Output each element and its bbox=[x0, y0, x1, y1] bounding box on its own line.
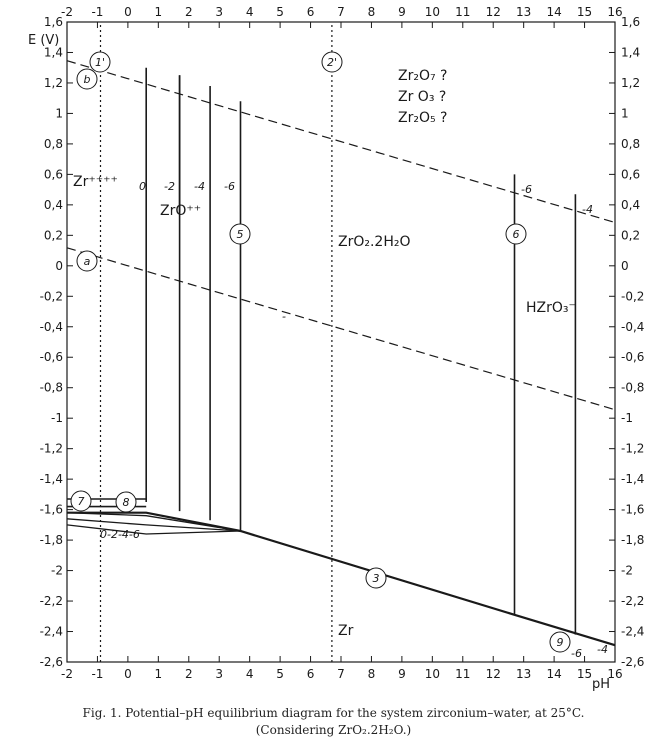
svg-text:7: 7 bbox=[77, 495, 85, 508]
x-tick-label-bottom: 6 bbox=[306, 667, 315, 681]
y-tick-label-right: -1,6 bbox=[621, 502, 645, 517]
y-tick-label-left: -1,8 bbox=[39, 533, 63, 548]
x-tick-label-bottom: 15 bbox=[576, 667, 593, 681]
svg-text:3: 3 bbox=[372, 572, 380, 585]
x-tick-label-top: 2 bbox=[184, 5, 193, 19]
x-tick-label-top: 1 bbox=[154, 5, 163, 19]
y-tick-label-left: -1 bbox=[51, 411, 63, 426]
y-tick-label-left: 0,2 bbox=[43, 228, 63, 243]
x-tick-label-bottom: 2 bbox=[184, 667, 193, 681]
y-tick-label-right: 0,8 bbox=[621, 136, 641, 151]
svg-text:6: 6 bbox=[512, 228, 520, 241]
y-tick-label-left: 1 bbox=[55, 106, 63, 121]
svg-text:5: 5 bbox=[236, 228, 244, 241]
y-tick-label-right: 1 bbox=[621, 106, 629, 121]
y-tick-label-right: -0,8 bbox=[621, 380, 645, 395]
conc-label-h6: -6 bbox=[521, 183, 532, 196]
axis-tick-labels bbox=[40, 5, 645, 681]
y-tick-label-left: -2,2 bbox=[39, 594, 63, 609]
axis-ticks bbox=[67, 22, 615, 662]
y-tick-label-right: -1,8 bbox=[621, 533, 645, 548]
x-tick-label-top: 9 bbox=[398, 5, 406, 19]
y-tick-label-left: -0,4 bbox=[39, 319, 63, 334]
y-tick-label-left: -2,4 bbox=[39, 624, 63, 639]
x-tick-label-top: -1 bbox=[91, 5, 104, 19]
conc-label-0: 0 bbox=[139, 180, 146, 193]
y-tick-label-left: -2,6 bbox=[39, 655, 63, 669]
conc-label-m4: -4 bbox=[194, 180, 205, 193]
line-b bbox=[67, 61, 615, 223]
y-axis-title: E (V) bbox=[28, 33, 60, 48]
region-label-hzro3: HZrO₃⁻ bbox=[526, 300, 576, 316]
x-tick-label-top: 15 bbox=[576, 5, 593, 19]
marker-b bbox=[77, 69, 97, 89]
y-tick-label-right: 0,6 bbox=[621, 167, 641, 182]
figure-caption: Fig. 1. Potential–pH equilibrium diagram for the system zirconium–water, at 25°C. bbox=[82, 706, 585, 720]
x-tick-label-top: 14 bbox=[546, 5, 562, 19]
x-tick-label-top: 11 bbox=[455, 5, 471, 19]
y-tick-label-right: -1,2 bbox=[621, 441, 645, 456]
x-tick-label-bottom: 14 bbox=[546, 667, 562, 681]
svg-text:2': 2' bbox=[326, 56, 338, 69]
x-tick-label-bottom: 13 bbox=[516, 667, 532, 681]
x-tick-label-bottom: 16 bbox=[607, 667, 623, 681]
y-tick-label-left: -1,6 bbox=[39, 502, 63, 517]
x-tick-label-top: 4 bbox=[245, 5, 254, 19]
y-tick-label-left: -0,8 bbox=[39, 380, 63, 395]
x-tick-label-bottom: 3 bbox=[215, 667, 224, 681]
question-label-3: Zr₂O₅ ? bbox=[398, 110, 448, 126]
x-tick-label-bottom: 9 bbox=[398, 667, 406, 681]
y-tick-label-left: 1,4 bbox=[43, 45, 63, 60]
y-tick-label-left: 1,6 bbox=[43, 15, 63, 29]
x-tick-label-bottom: 10 bbox=[424, 667, 440, 681]
y-tick-label-right: -2 bbox=[621, 563, 633, 578]
y-tick-label-left: 1,2 bbox=[43, 75, 63, 90]
y-tick-label-right: 0,4 bbox=[621, 197, 641, 212]
x-tick-label-top: -2 bbox=[61, 5, 73, 19]
marker-a bbox=[77, 251, 97, 271]
y-tick-label-right: 1,6 bbox=[621, 15, 641, 29]
conc-label-h4: -4 bbox=[582, 203, 593, 216]
y-tick-label-right: -0,6 bbox=[621, 350, 645, 365]
svg-text:a: a bbox=[83, 255, 91, 268]
line-a bbox=[67, 248, 615, 410]
y-tick-label-right: 1,2 bbox=[621, 75, 641, 90]
figure-caption-sub: (Considering ZrO₂.2H₂O.) bbox=[255, 723, 412, 737]
x-tick-label-top: 16 bbox=[607, 5, 623, 19]
x-tick-label-top: 6 bbox=[306, 5, 315, 19]
x-tick-label-top: 3 bbox=[215, 5, 224, 19]
marker-1prime bbox=[90, 52, 110, 72]
region-label-zro: ZrO⁺⁺ bbox=[160, 203, 202, 219]
svg-text:9: 9 bbox=[556, 636, 564, 649]
y-tick-label-left: -1,2 bbox=[39, 441, 63, 456]
x-tick-label-bottom: 4 bbox=[245, 667, 254, 681]
x-tick-label-top: 10 bbox=[424, 5, 440, 19]
x-tick-label-top: 12 bbox=[485, 5, 501, 19]
diagram-lines bbox=[67, 22, 615, 662]
y-tick-label-right: -2,6 bbox=[621, 655, 645, 669]
y-tick-label-left: -0,2 bbox=[39, 289, 63, 304]
x-tick-label-bottom: -2 bbox=[61, 667, 73, 681]
marker-6 bbox=[506, 224, 526, 244]
y-tick-label-right: 0 bbox=[621, 258, 629, 273]
x-tick-label-top: 5 bbox=[276, 5, 284, 19]
svg-text:8: 8 bbox=[122, 496, 130, 509]
x-tick-label-bottom: -1 bbox=[91, 667, 104, 681]
y-tick-label-left: -0,6 bbox=[39, 350, 63, 365]
x-tick-label-bottom: 1 bbox=[154, 667, 163, 681]
marker-9 bbox=[550, 632, 570, 652]
question-label-1: Zr₂O₇ ? bbox=[398, 68, 448, 84]
y-tick-label-left: 0 bbox=[55, 258, 63, 273]
y-tick-label-right: 0,2 bbox=[621, 228, 641, 243]
x-tick-label-bottom: 5 bbox=[276, 667, 284, 681]
y-tick-label-right: -0,2 bbox=[621, 289, 645, 304]
svg-text:b: b bbox=[83, 73, 91, 86]
marker-2prime bbox=[322, 52, 342, 72]
x-tick-label-top: 13 bbox=[516, 5, 532, 19]
marker-5 bbox=[230, 224, 250, 244]
question-label-2: Zr O₃ ? bbox=[398, 89, 447, 105]
x-tick-label-bottom: 11 bbox=[455, 667, 471, 681]
y-tick-label-right: -1,4 bbox=[621, 472, 645, 487]
x-tick-label-bottom: 8 bbox=[367, 667, 376, 681]
y-tick-label-left: 0,6 bbox=[43, 167, 63, 182]
y-tick-label-right: -2,2 bbox=[621, 594, 645, 609]
y-tick-label-right: -0,4 bbox=[621, 319, 645, 334]
conc-label-b4: -4 bbox=[597, 643, 608, 656]
conc-label-m6: -6 bbox=[224, 180, 235, 193]
y-tick-label-right: 1,4 bbox=[621, 45, 641, 60]
svg-text:1': 1' bbox=[94, 56, 106, 69]
x-tick-label-top: 0 bbox=[124, 5, 132, 19]
marker-3 bbox=[366, 568, 386, 588]
small-mark: - bbox=[282, 310, 286, 323]
x-tick-label-bottom: 7 bbox=[337, 667, 345, 681]
region-label-zr4: Zr⁺⁺⁺⁺ bbox=[73, 174, 118, 190]
x-tick-label-bottom: 0 bbox=[124, 667, 132, 681]
conc-label-m2: -2 bbox=[164, 180, 175, 193]
x-tick-label-top: 7 bbox=[337, 5, 345, 19]
x-axis-title: pH bbox=[592, 677, 611, 692]
x-tick-label-bottom: 12 bbox=[485, 667, 501, 681]
region-label-zro2: ZrO₂.2H₂O bbox=[338, 234, 411, 250]
y-tick-label-right: -1 bbox=[621, 411, 633, 426]
x-tick-label-top: 8 bbox=[367, 5, 376, 19]
marker-7 bbox=[71, 491, 91, 511]
plot-frame bbox=[67, 22, 615, 662]
y-tick-label-left: -1,4 bbox=[39, 472, 63, 487]
y-tick-label-left: 0,4 bbox=[43, 197, 63, 212]
marker-8 bbox=[116, 492, 136, 512]
conc-label-bottom: 0-2-4-6 bbox=[100, 528, 140, 541]
y-tick-label-right: -2,4 bbox=[621, 624, 645, 639]
region-label-zr: Zr bbox=[338, 623, 354, 639]
y-tick-label-left: 0,8 bbox=[43, 136, 63, 151]
y-tick-label-left: -2 bbox=[51, 563, 63, 578]
conc-label-b6: -6 bbox=[571, 647, 582, 660]
